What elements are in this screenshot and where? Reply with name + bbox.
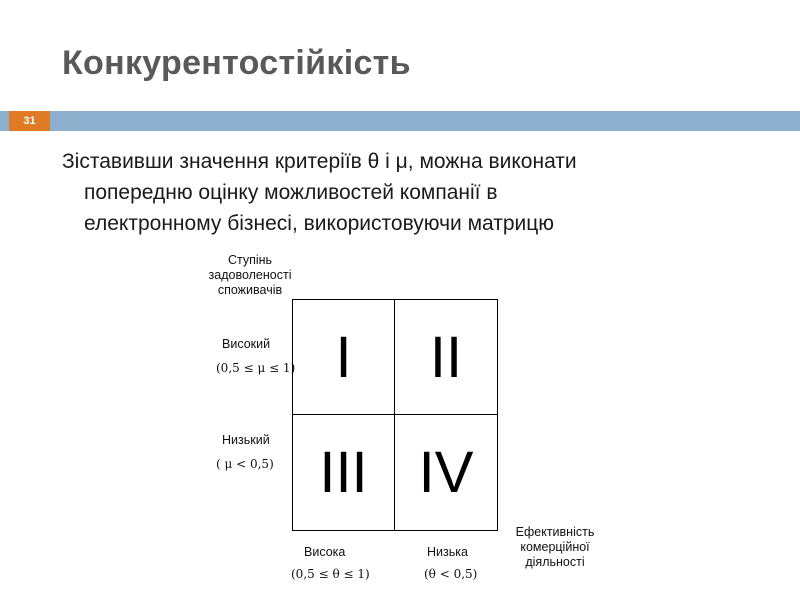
y-axis-title-line-2: задоволеності: [208, 268, 292, 282]
body-paragraph: [62, 146, 782, 239]
row-label-high: Високий: [222, 337, 271, 351]
y-axis-title: [195, 253, 305, 298]
matrix-cell-1: I: [293, 300, 395, 415]
column-label-low: Низька: [427, 545, 468, 559]
matrix-cell-3: III: [293, 415, 395, 530]
header-rule-right: [50, 111, 800, 131]
competitiveness-matrix: [292, 299, 498, 531]
column-condition-high: (0,5 ≤ θ ≤ 1): [291, 567, 370, 581]
matrix-cell-4: IV: [418, 440, 474, 505]
matrix-cell-2: II: [395, 300, 497, 415]
slide-number: 31: [9, 111, 50, 131]
x-axis-title: [500, 525, 610, 570]
x-axis-title-line-2: комерційної: [520, 540, 590, 554]
row-condition-high: (0,5 ≤ μ ≤ 1): [216, 361, 296, 375]
body-line-1: Зіставивши значення критеріїв θ і μ, можна виконати: [62, 150, 577, 173]
column-label-high: Висока: [304, 545, 346, 559]
body-line-3: електронному бізнесі, використовуючи матрицю: [84, 212, 555, 235]
column-condition-low: (θ < 0,5): [424, 567, 478, 581]
row-condition-low: ( μ < 0,5): [216, 457, 274, 471]
x-axis-title-line-3: діяльності: [525, 555, 585, 569]
slide-title: Конкурентостійкість: [62, 44, 411, 82]
y-axis-title-line-3: споживачів: [217, 283, 283, 297]
body-line-2: попередню оцінку можливостей компанії в: [84, 181, 498, 204]
x-axis-title-line-1: Ефективність: [515, 525, 595, 539]
header-rule-left: [0, 111, 9, 131]
row-label-low: Низький: [222, 433, 270, 447]
y-axis-title-line-1: Ступінь: [227, 253, 273, 267]
